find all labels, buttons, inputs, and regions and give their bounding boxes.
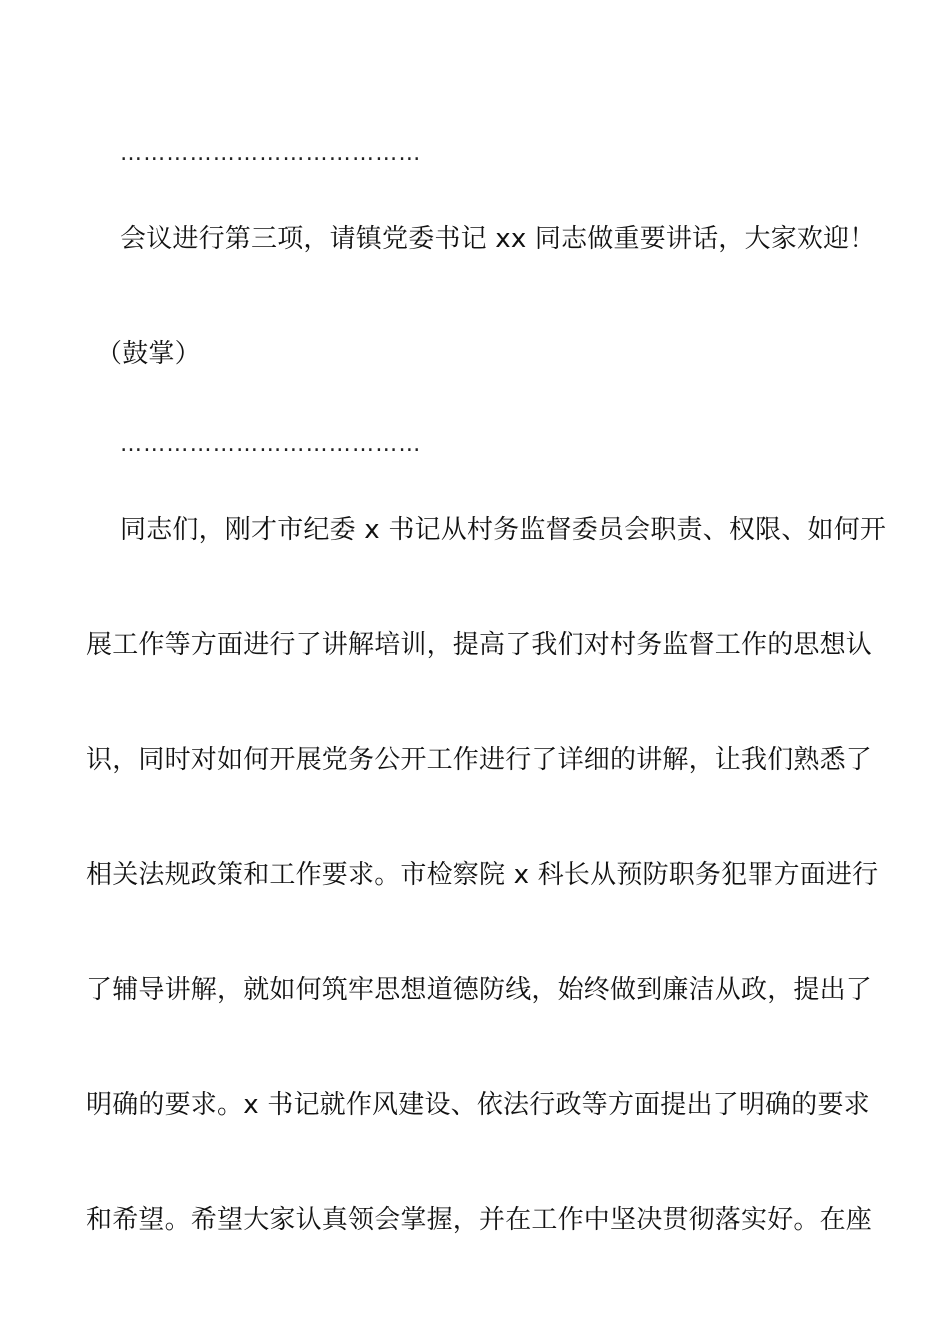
paragraph-line: 识，同时对如何开展党务公开工作进行了详细的讲解，让我们熟悉了: [86, 745, 873, 775]
paragraph-line: 同志们，刚才市纪委 x 书记从村务监督委员会职责、权限、如何开: [120, 515, 887, 545]
ellipsis-separator: …………………………………: [120, 141, 422, 166]
paragraph-line: 会议进行第三项，请镇党委书记 xx 同志做重要讲话，大家欢迎！: [120, 224, 876, 254]
paragraph-line: 明确的要求。x 书记就作风建设、依法行政等方面提出了明确的要求: [86, 1090, 870, 1120]
paragraph-line: 了辅导讲解，就如何筑牢思想道德防线，始终做到廉洁从政，提出了: [86, 975, 873, 1005]
paragraph-line: 展工作等方面进行了讲解培训，提高了我们对村务监督工作的思想认: [86, 630, 873, 660]
paragraph-line: （鼓掌）: [96, 339, 201, 369]
paragraph-line: 相关法规政策和工作要求。市检察院 x 科长从预防职务犯罪方面进行: [86, 860, 879, 890]
paragraph-line: 和希望。希望大家认真领会掌握，并在工作中坚决贯彻落实好。在座: [86, 1205, 873, 1235]
ellipsis-separator: …………………………………: [120, 432, 422, 457]
